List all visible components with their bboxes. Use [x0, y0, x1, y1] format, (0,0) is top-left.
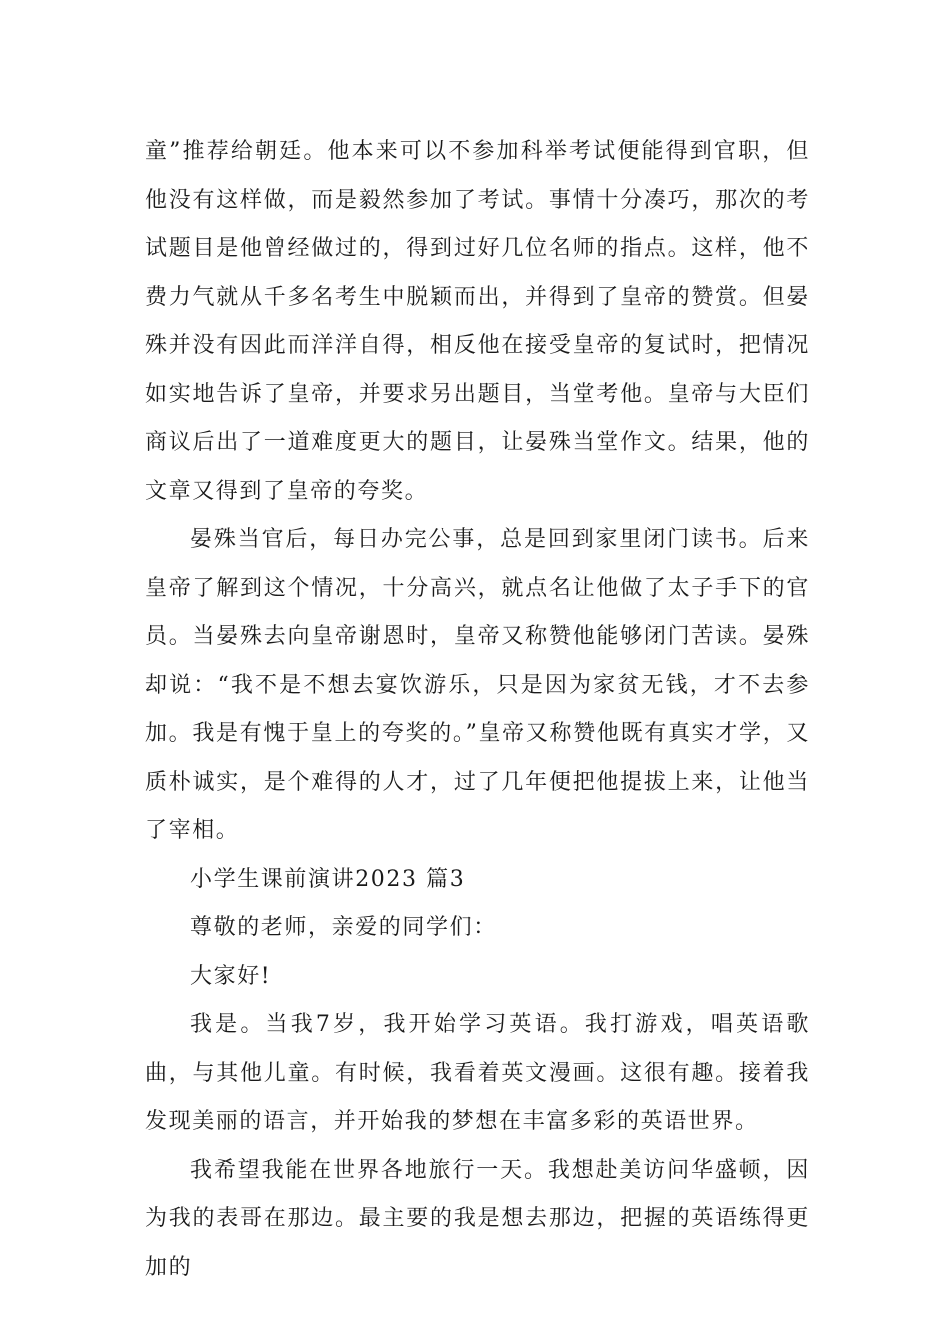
speech-salutation: 尊敬的老师，亲爱的同学们：: [190, 915, 497, 940]
paragraph-travel-dream: 我希望我能在世界各地旅行一天。我想赴美访问华盛顿，因为我的表哥在那边。最主要的我是想去那边，把握的英语练得更加的: [145, 1157, 810, 1280]
document-page: [145, 128, 810, 1292]
speech-greeting: 大家好!: [190, 963, 272, 989]
paragraph-story-continued: 童”推荐给朝廷。他本来可以不参加科举考试便能得到官职，但他没有这样做，而是毅然参加了考试。事情十分凑巧，那次的考试题目是他曾经做过的，得到过好几位名师的指点。这样，他不费力气就从千多名考生中脱颖而出，并得到了皇帝的赞赏。但晏殊并没有因此而洋洋自得，相反他在接受皇帝的复试时，把情况如实地告诉了皇帝，并要求另出题目，当堂考他。皇帝与大臣们商议后出了一道难度更大的题目，让晏殊当堂作文。结果，他的文章又得到了皇帝的夸奖。: [145, 139, 810, 504]
section-heading: 小学生课前演讲2023 篇3: [190, 866, 466, 892]
paragraph-english-learning: 我是。当我7岁，我开始学习英语。我打游戏，唱英语歌曲，与其他儿童。有时候，我看着英文漫画。这很有趣。接着我发现美丽的语言，并开始我的梦想在丰富多彩的英语世界。: [145, 1012, 810, 1134]
paragraph-story-official: 晏殊当官后，每日办完公事，总是回到家里闭门读书。后来皇帝了解到这个情况，十分高兴，就点名让他做了太子手下的官员。当晏殊去向皇帝谢恩时，皇帝又称赞他能够闭门苦读。晏殊却说：“我不是不想去宴饮游乐，只是因为家贫无钱，才不去参加。我是有愧于皇上的夸奖的。”皇帝又称赞他既有真实才学，又质朴诚实，是个难得的人才，过了几年便把他提拔上来，让他当了宰相。: [145, 527, 810, 843]
